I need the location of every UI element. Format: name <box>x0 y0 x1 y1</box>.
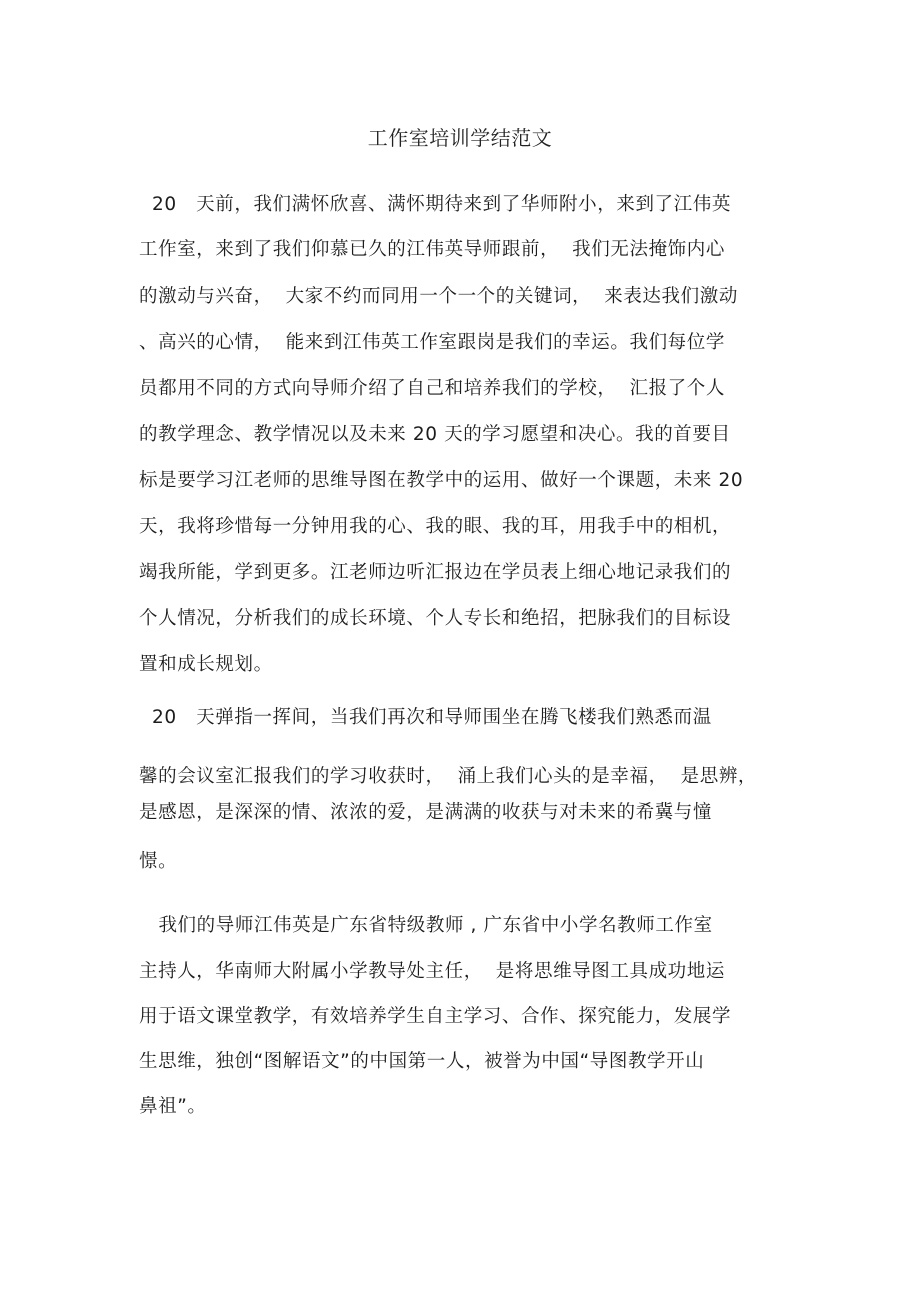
text-line: 馨的会议室汇报我们的学习收获时， 涌上我们心头的是幸福， 是思辨， <box>139 766 758 787</box>
text-line: 标是要学习江老师的思维导图在教学中的运用、做好一个课题，未来 20 <box>139 470 744 491</box>
text-line: 置和成长规划。 <box>139 654 273 675</box>
text-line: 工作室，来到了我们仰慕已久的江伟英导师跟前， 我们无法掩饰内心 <box>139 239 725 260</box>
text-line: 的激动与兴奋， 大家不约而同用一个一个的关键词， 来表达我们激动 <box>139 286 738 307</box>
text-line: 20 天前，我们满怀欣喜、满怀期待来到了华师附小，来到了江伟英 <box>139 194 731 215</box>
text-line: 的教学理念、教学情况以及未来 20 天的学习愿望和决心。我的首要目 <box>139 424 731 445</box>
text-line: 我们的导师江伟英是广东省特级教师 , 广东省中小学名教师工作室 <box>139 915 713 936</box>
text-line: 主持人，华南师大附属小学教导处主任， 是将思维导图工具成功地运 <box>139 961 725 982</box>
text-line: 鼻祖”。 <box>139 1096 207 1117</box>
text-line: 20 天弹指一挥间，当我们再次和导师围坐在腾飞楼我们熟悉而温 <box>139 707 712 728</box>
text-line: 憬。 <box>139 851 178 872</box>
text-line: 生思维，独创“图解语文”的中国第一人，被誉为中国“导图教学开山 <box>139 1051 705 1072</box>
text-line: 、高兴的心情， 能来到江伟英工作室跟岗是我们的幸运。我们每位学 <box>139 332 725 353</box>
text-line: 个人情况，分析我们的成长环境、个人专长和绝招，把脉我们的目标设 <box>139 608 732 629</box>
text-line: 天，我将珍惜每一分钟用我的心、我的眼、我的耳，用我手中的相机， <box>139 516 732 537</box>
text-line: 竭我所能，学到更多。江老师边听汇报边在学员表上细心地记录我们的 <box>139 562 732 583</box>
text-line: 是感恩，是深深的情、浓浓的爱，是满满的收获与对未来的希冀与憧 <box>139 802 713 823</box>
document-title: 工作室培训学结范文 <box>367 126 553 150</box>
text-line: 员都用不同的方式向导师介绍了自己和培养我们的学校， 汇报了个人 <box>139 378 725 399</box>
text-line: 用于语文课堂教学，有效培养学生自主学习、合作、探究能力，发展学 <box>139 1006 732 1027</box>
